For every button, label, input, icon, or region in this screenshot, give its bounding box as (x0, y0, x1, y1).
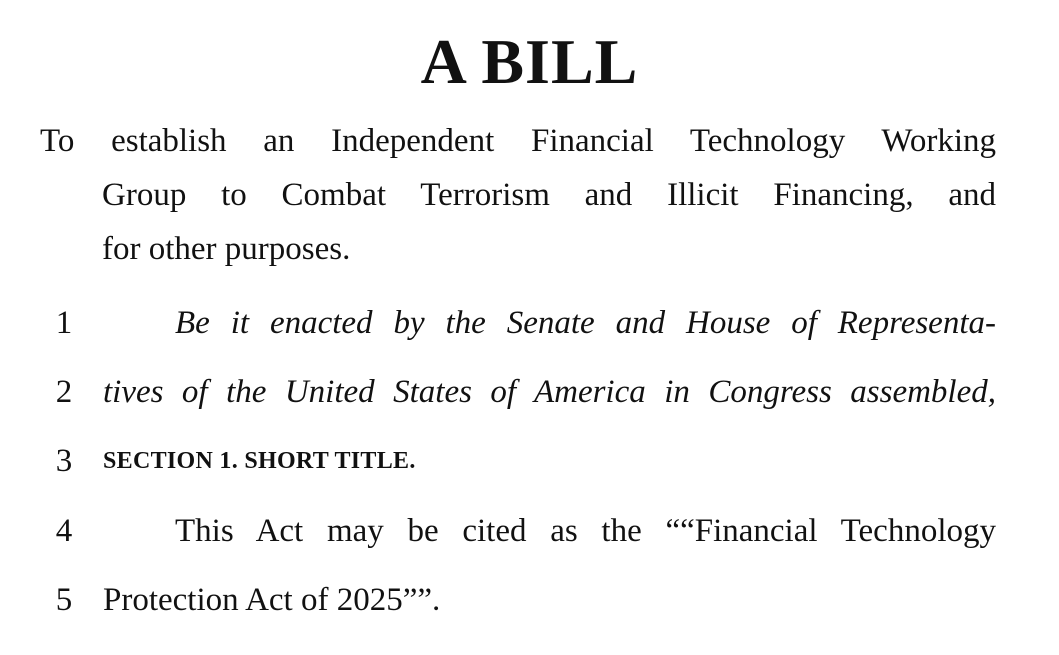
line-number: 5 (55, 582, 73, 618)
purpose-line-3: for other purposes. (102, 231, 351, 267)
bill-purpose (40, 114, 996, 276)
line-number: 1 (55, 305, 73, 341)
short-title-text: This Act may be cited as the ““Financial Technology (175, 513, 996, 549)
purpose-line-1: To establish an Independent Financial Technology Working (40, 123, 996, 159)
bill-title: A BILL (420, 26, 639, 97)
line-number: 3 (55, 443, 73, 479)
bill-line-5 (0, 570, 1059, 630)
enacting-clause-text: Be it enacted by the Senate and House of Representa- (175, 305, 996, 341)
bill-line-2 (0, 362, 1059, 422)
bill-line-1 (0, 293, 1059, 353)
bill-line-4 (0, 501, 1059, 561)
enacting-clause-text: tives of the United States of America in Congress assembled, (103, 374, 996, 410)
section-heading: SECTION 1. SHORT TITLE. (103, 448, 416, 474)
bill-line-3 (0, 431, 1059, 491)
purpose-line-2: Group to Combat Terrorism and Illicit Financing, and (102, 177, 996, 213)
line-number: 2 (55, 374, 73, 410)
line-number: 4 (55, 513, 73, 549)
short-title-text: Protection Act of 2025””. (103, 582, 441, 618)
